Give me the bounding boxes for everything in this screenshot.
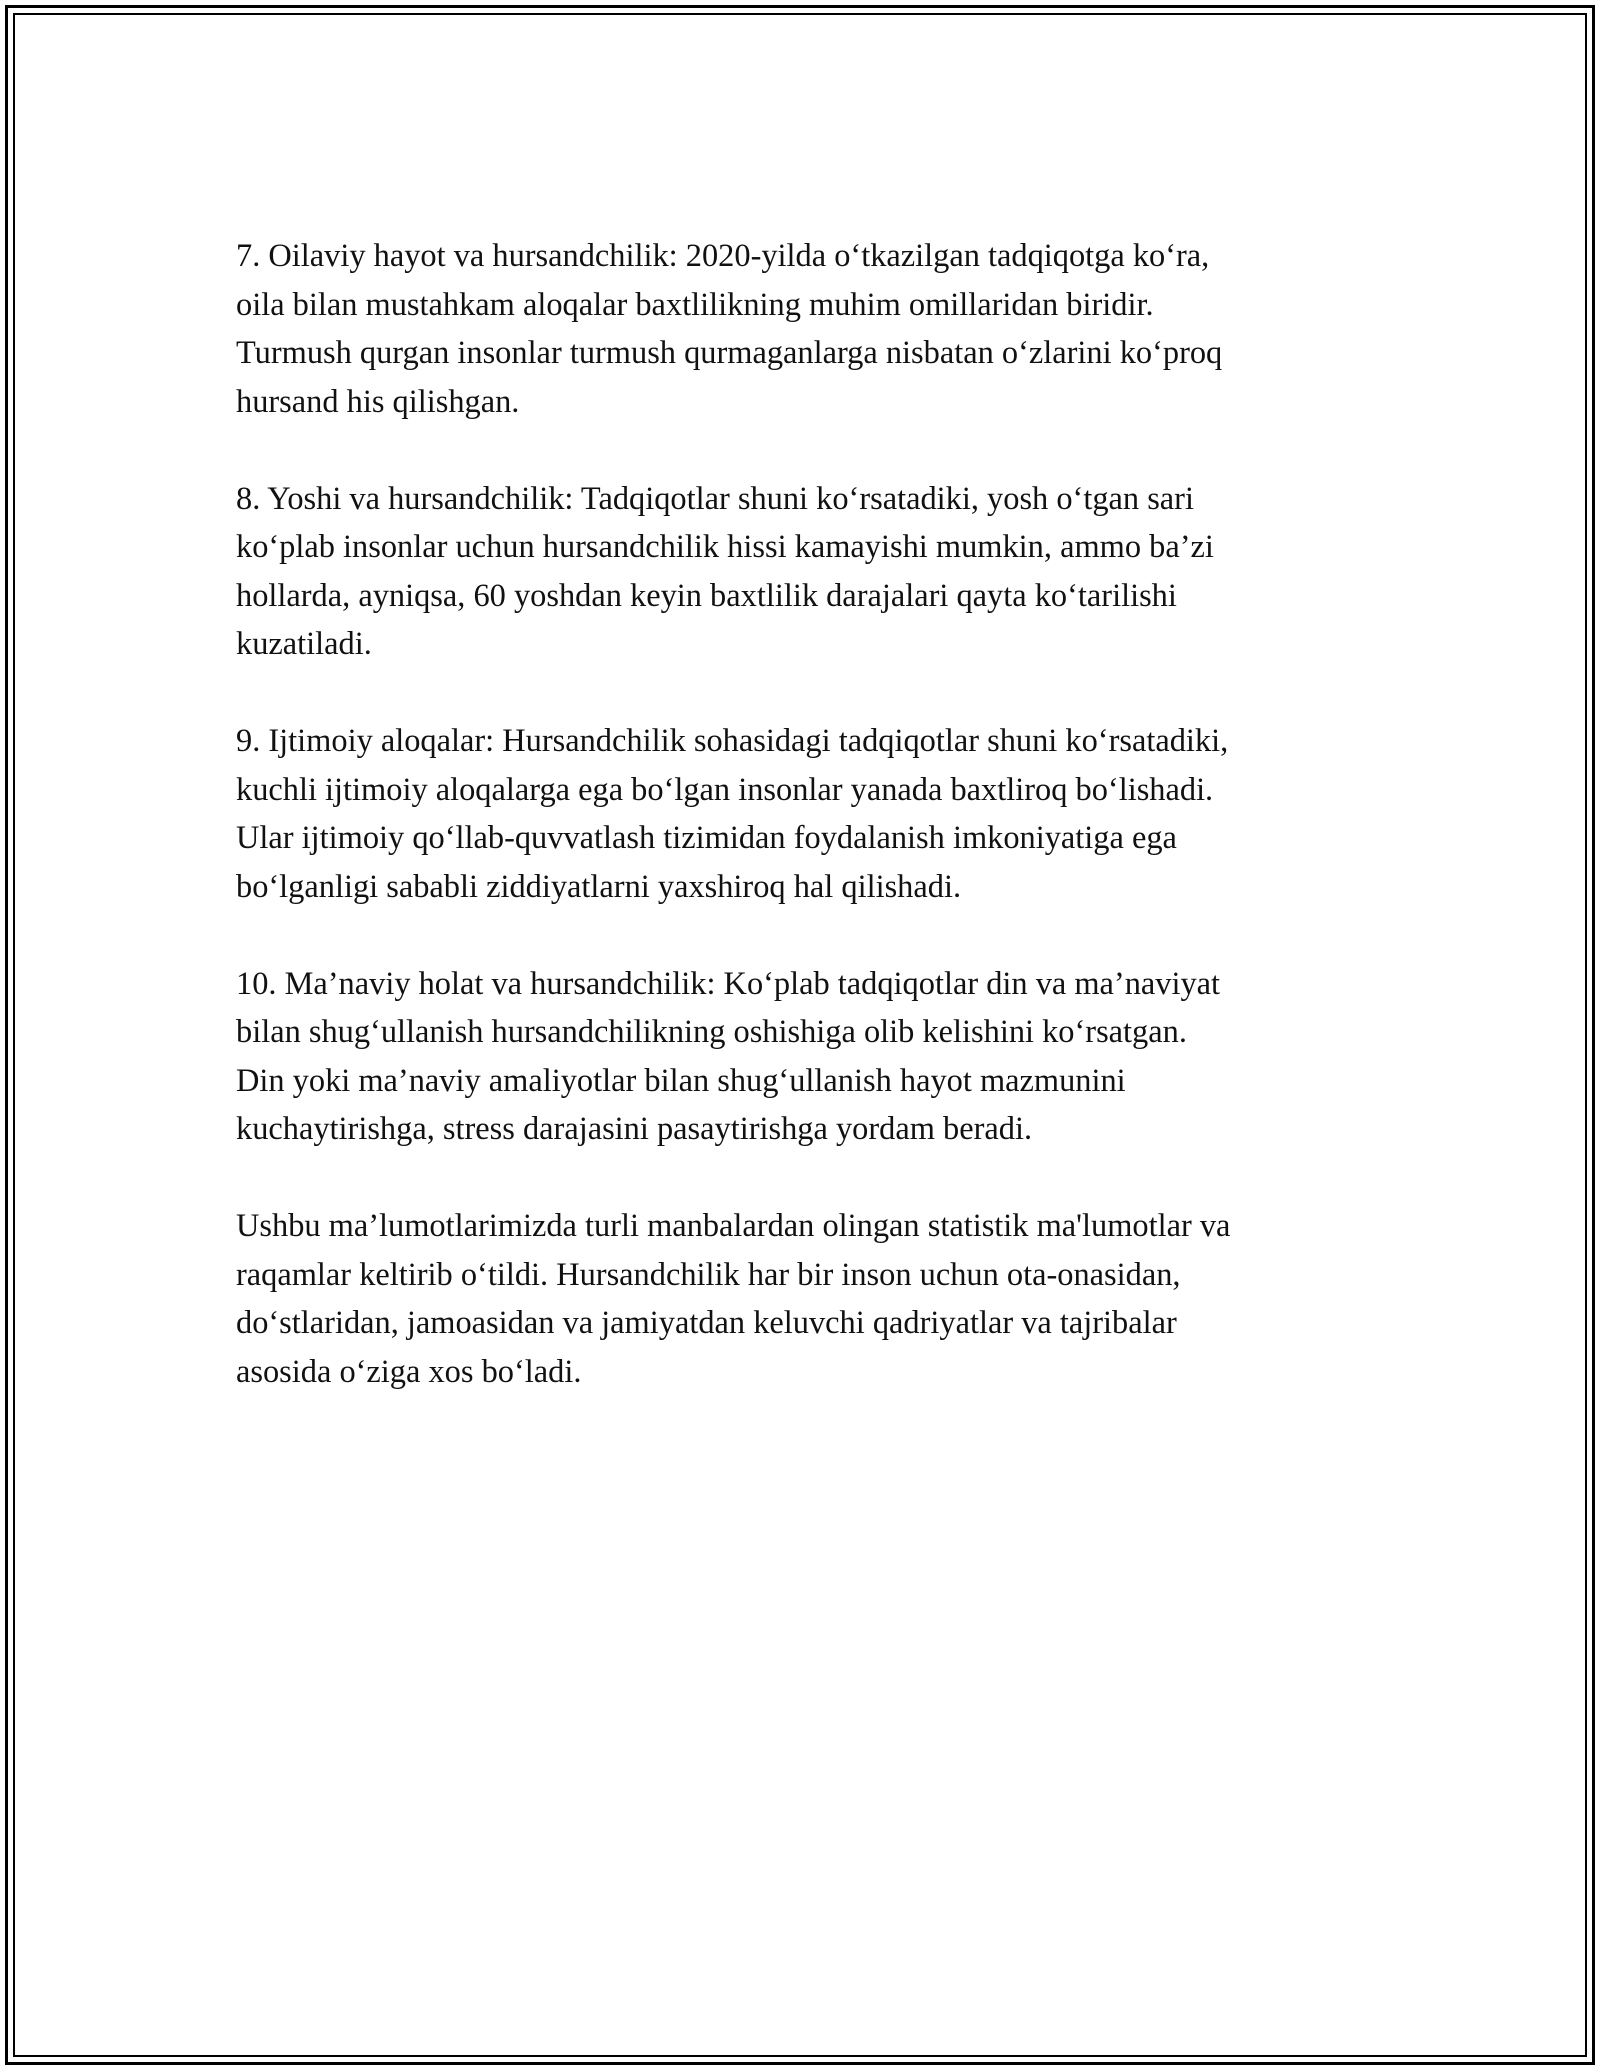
text-line: Ular ijtimoiy qo‘llab-quvvatlash tizimidan foydalanish imkoniyatiga ega (236, 820, 1177, 856)
text-line: kuchaytirishga, stress darajasini pasaytirishga yordam beradi. (236, 1111, 1033, 1147)
text-line: asosida o‘ziga xos bo‘ladi. (236, 1353, 582, 1390)
text-line: bo‘lganligi sababli ziddiyatlarni yaxshiroq hal qilishadi. (236, 868, 962, 905)
paragraph-spiritual-state (236, 960, 1386, 1154)
text-line: kuzatiladi. (236, 626, 372, 662)
text-line: ko‘plab insonlar uchun hursandchilik hissi kamayishi mumkin, ammo ba’zi (236, 529, 1214, 565)
text-line: raqamlar keltirib o‘tildi. Hursandchilik har bir inson uchun ota-onasidan, (236, 1256, 1181, 1293)
text-line: Ushbu ma’lumotlarimizda turli manbalardan olingan statistik ma'lumotlar va (236, 1208, 1231, 1244)
text-line: 8. Yoshi va hursandchilik: Tadqiqotlar shuni ko‘rsatadiki, yosh o‘tgan sari (236, 480, 1194, 517)
paragraph-age (236, 475, 1386, 669)
text-line: 10. Ma’naviy holat va hursandchilik: Ko‘plab tadqiqotlar din va ma’naviyat (236, 965, 1221, 1002)
text-line: hollarda, ayniqsa, 60 yoshdan keyin baxtlilik darajalari qayta ko‘tarilishi (236, 577, 1177, 614)
text-line: 7. Oilaviy hayot va hursandchilik: 2020-yilda o‘tkazilgan tadqiqotga ko‘ra, (236, 238, 1210, 274)
text-line: Din yoki ma’naviy amaliyotlar bilan shug‘ullanish hayot mazmunini (236, 1062, 1126, 1099)
text-line: do‘stlaridan, jamoasidan va jamiyatdan keluvchi qadriyatlar va tajribalar (236, 1305, 1177, 1341)
paragraph-family-life (236, 232, 1386, 426)
document-body (236, 232, 1386, 1445)
paragraph-conclusion (236, 1202, 1386, 1396)
text-line: 9. Ijtimoiy aloqalar: Hursandchilik sohasidagi tadqiqotlar shuni ko‘rsatadiki, (236, 723, 1229, 759)
text-line: hursand his qilishgan. (236, 383, 520, 420)
text-line: Turmush qurgan insonlar turmush qurmaganlarga nisbatan o‘zlarini ko‘proq (236, 335, 1223, 371)
text-line: oila bilan mustahkam aloqalar baxtlilikning muhim omillaridan biridir. (236, 286, 1154, 323)
text-line: kuchli ijtimoiy aloqalarga ega bo‘lgan insonlar yanada baxtliroq bo‘lishadi. (236, 771, 1214, 808)
paragraph-social-ties (236, 717, 1386, 911)
text-line: bilan shug‘ullanish hursandchilikning oshishiga olib kelishini ko‘rsatgan. (236, 1014, 1187, 1050)
